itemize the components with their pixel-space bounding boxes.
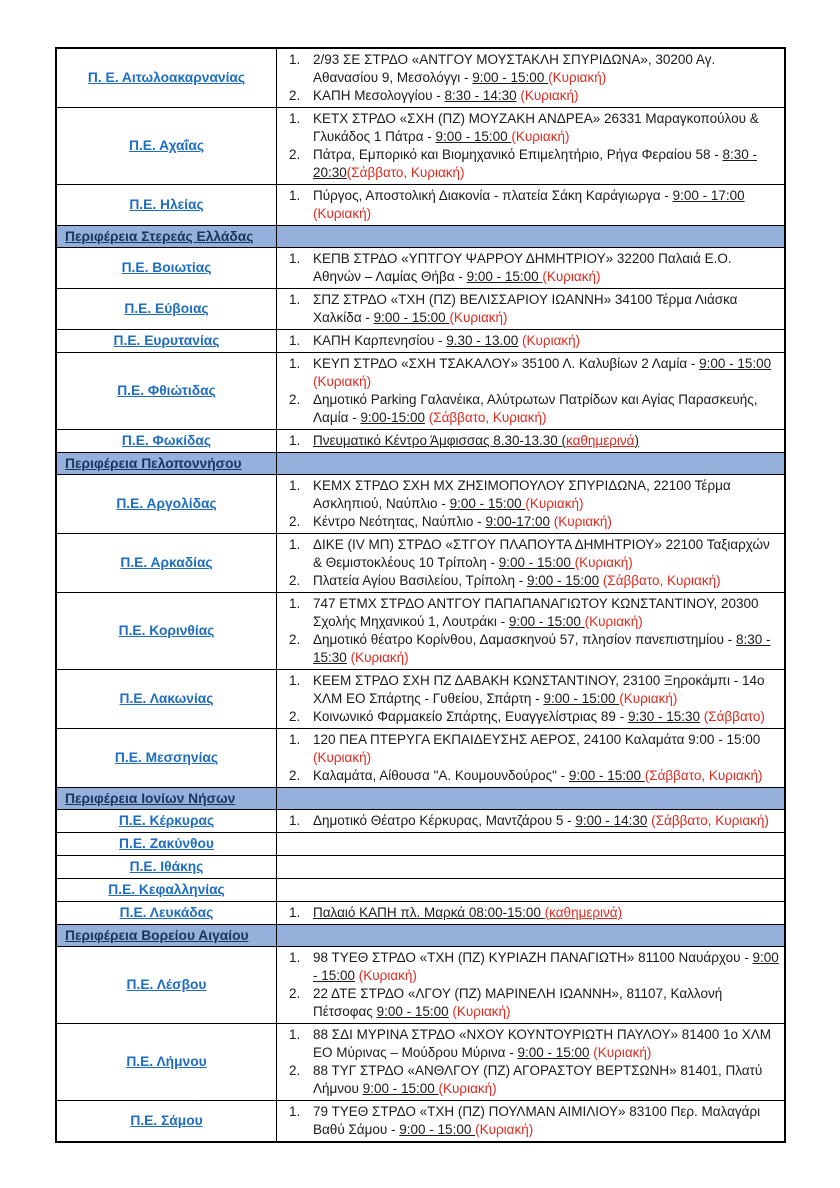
item-text (313, 949, 779, 985)
time-range: 9:00-17:00 (485, 514, 550, 529)
locations-cell (277, 108, 786, 185)
item-number: 1. (289, 537, 301, 552)
location-text: ΚΕΤΧ ΣΤΡΔΟ «ΣΧΗ (ΠΖ) ΜΟΥΖΑΚΗ ΑΝΔΡΕΑ» 26331 Μαραγκοπούλου & Γλυκάδος 1 Πάτρα - (313, 111, 759, 144)
day-note: (Κυριακή) (313, 750, 372, 765)
location-text: Δημοτικό Parking Γαλανέικα, Αλύτρωτων Πατρίδων και Αγίας Παρασκευής, Λαμία - (313, 392, 758, 425)
location-text: ΚΕΥΠ ΣΤΡΔΟ «ΣΧΗ ΤΣΑΚΑΛΟΥ» 35100 Λ. Καλυβίων 2 Λαμία - (313, 356, 700, 371)
location-text: Καλαμάτα, Αίθουσα "Α. Κουμουνδούρος" - (313, 768, 569, 783)
section-header-spacer (277, 226, 786, 248)
time-range: 9:00 - 15:00 (435, 129, 512, 144)
day-note: (Κυριακή) (574, 555, 633, 570)
location-item (277, 536, 779, 572)
table-row (56, 947, 785, 1024)
time-range: 9:00 - 14:30 (575, 813, 648, 828)
locations-cell (277, 833, 786, 856)
region-cell (56, 729, 277, 788)
locations-cell (277, 1101, 786, 1143)
item-number: 1. (289, 732, 301, 747)
table-row (56, 729, 785, 788)
table-row (56, 833, 785, 856)
location-text: 88 ΤΥΓ ΣΤΡΔΟ «ΑΝΘΛΓΟΥ (ΠΖ) ΑΓΟΡΑΣΤΟΥ ΒΕΡΤΣΩΝΗ» 81401, Πλατύ Λήμνου (313, 1063, 763, 1096)
item-text (313, 572, 779, 590)
locations-cell (277, 330, 786, 353)
item-number: 2. (289, 392, 301, 407)
location-text: ΔΙΚΕ (IV ΜΠ) ΣΤΡΔΟ «ΣΤΓΟΥ ΠΛΑΠΟΥΤΑ ΔΗΜΗΤΡΙΟΥ» 22100 Ταξιαρχών & Θεμιστοκλέους 10 Τρίπολη - (313, 537, 770, 570)
item-number: 2. (289, 573, 301, 588)
location-text: ΚΑΠΗ Μεσολογγίου - (313, 88, 445, 103)
table-row (56, 353, 785, 430)
region-cell (56, 330, 277, 353)
location-item (277, 291, 779, 327)
locations-cell (277, 430, 786, 453)
item-text (313, 1026, 779, 1062)
item-text (313, 477, 779, 513)
section-header-spacer (277, 925, 786, 947)
time-range: 9:00 - 15:00 (517, 1045, 590, 1060)
region-link[interactable]: Π. Ε. Αιτωλοακαρνανίας (87, 70, 246, 85)
location-item (277, 572, 779, 590)
time-range: 9:30 - 15:30 (627, 709, 700, 724)
locations-cell (277, 670, 786, 729)
item-text (313, 87, 779, 105)
location-text: ΚΕΜΧ ΣΤΡΔΟ ΣΧΗ ΜΧ ΖΗΣΙΜΟΠΟΥΛΟΥ ΣΠΥΡΙΔΩΝΑ, 22100 Τέρμα Ασκληπιού, Ναύπλιο - (313, 478, 731, 511)
region-cell (56, 48, 277, 108)
locations-cell (277, 248, 786, 289)
time-range: 9:00 - 15:00 (449, 496, 526, 511)
region-link[interactable]: Π.Ε. Φωκίδας (121, 433, 212, 448)
region-cell (56, 1101, 277, 1143)
item-number: 1. (289, 111, 301, 126)
time-range: 9:00 - 15:00 (527, 573, 600, 588)
day-note: (Κυριακή) (313, 374, 372, 389)
location-text: Κοινωνικό Φαρμακείο Σπάρτης, Ευαγγελίστριας 89 - (313, 709, 628, 724)
item-text (313, 187, 779, 223)
item-number: 1. (289, 596, 301, 611)
location-text: Πλατεία Αγίου Βασιλείου, Τρίπολη - (313, 573, 528, 588)
region-link[interactable]: Π.Ε. Ηλείας (129, 197, 204, 212)
region-link[interactable]: Π.Ε. Εύβοιας (124, 301, 209, 316)
region-cell (56, 289, 277, 330)
location-text: 2/93 ΣΕ ΣΤΡΔΟ «ΑΝΤΓΟΥ ΜΟΥΣΤΑΚΛΗ ΣΠΥΡΙΔΩΝΑ», 30200 Αγ. Αθανασίου 9, Μεσολόγγι - (313, 52, 716, 85)
item-number: 1. (289, 251, 301, 266)
locations-cell (277, 856, 786, 879)
locations-cell (277, 947, 786, 1024)
item-number: 1. (289, 433, 301, 448)
table-row (56, 185, 785, 226)
table-row (56, 1024, 785, 1101)
item-text (313, 1103, 779, 1139)
time-range: ) (634, 433, 639, 448)
region-cell (56, 534, 277, 593)
section-header-spacer (277, 788, 786, 810)
region-cell (56, 947, 277, 1024)
region-link[interactable]: Π.Ε. Κορινθίας (118, 623, 215, 638)
day-note: (Κυριακή) (449, 310, 508, 325)
region-cell (56, 810, 277, 833)
table-row (56, 475, 785, 534)
time-range: 9:00 - 17:00 (672, 188, 745, 203)
region-cell (56, 856, 277, 879)
location-text: ΚΕΕΜ ΣΤΡΔΟ ΣΧΗ ΠΖ ΔΑΒΑΚΗ ΚΩΝΣΤΑΝΤΙΝΟΥ, 23100 Ξηροκάμπι - 14ο ΧΛΜ ΕΟ Σπάρτης - Γυθείου, Σπάρτη - (313, 673, 765, 706)
section-header-row (56, 925, 785, 947)
item-number: 1. (289, 905, 301, 920)
table-row (56, 108, 785, 185)
item-number: 2. (289, 514, 301, 529)
item-number: 1. (289, 292, 301, 307)
day-note: (Σάββατο, Κυριακή) (428, 410, 547, 425)
region-cell (56, 475, 277, 534)
location-text: ΚΑΠΗ Καρπενησίου - (313, 333, 447, 348)
location-text: Δημοτικό θέατρο Κορίνθου, Δαμασκηνού 57, πλησίον πανεπιστημίου - (313, 632, 736, 647)
day-note: (Κυριακή) (593, 1045, 652, 1060)
locations-cell (277, 1024, 786, 1101)
item-text (313, 51, 779, 87)
location-item (277, 812, 779, 830)
region-cell (56, 353, 277, 430)
table-row (56, 1101, 785, 1143)
region-cell (56, 879, 277, 902)
table-row (56, 593, 785, 670)
section-header: Περιφέρεια Πελοποννήσου (65, 455, 242, 471)
time-range: 9:00 - 15:00 (362, 1081, 439, 1096)
section-header-row (56, 453, 785, 475)
item-text (313, 355, 779, 391)
item-text (313, 985, 779, 1021)
locations-cell (277, 729, 786, 788)
location-item (277, 391, 779, 427)
location-item (277, 949, 779, 985)
day-note: (καθημερινά) (544, 905, 623, 920)
region-link[interactable]: Π.Ε. Σάμου (130, 1113, 203, 1128)
locations-cell (277, 475, 786, 534)
region-link[interactable]: Π.Ε. Λήμνου (126, 1054, 207, 1069)
item-number: 2. (289, 709, 301, 724)
item-number: 2. (289, 768, 301, 783)
section-header: Περιφέρεια Βορείου Αιγαίου (65, 927, 249, 943)
item-number: 1. (289, 1104, 301, 1119)
locations-cell (277, 48, 786, 108)
section-header-spacer (277, 453, 786, 475)
item-number: 1. (289, 52, 301, 67)
location-text: ΣΠΖ ΣΤΡΔΟ «ΤΧΗ (ΠΖ) ΒΕΛΙΣΣΑΡΙΟΥ ΙΩΑΝΝΗ» 34100 Τέρμα Λιάσκα Χαλκίδα - (313, 292, 738, 325)
time-range: 8:30 - 15:30 (313, 632, 771, 665)
distribution-schedule-table (55, 47, 786, 1143)
time-range: Παλαιό ΚΑΠΗ πλ. Μαρκά 08:00-15:00 (313, 905, 545, 920)
day-note: (Κυριακή) (438, 1081, 497, 1096)
locations-cell (277, 534, 786, 593)
item-text (313, 812, 779, 830)
day-note: (Κυριακή) (619, 691, 678, 706)
table-row (56, 670, 785, 729)
location-item (277, 355, 779, 391)
time-range: 8:30 - 14:30 (444, 88, 517, 103)
region-link[interactable]: Π.Ε. Φθιώτιδας (117, 383, 216, 398)
item-text (313, 767, 779, 785)
time-range: 9:00 - 15:00 (373, 310, 450, 325)
day-note: (Σάββατο, Κυριακή) (651, 813, 769, 828)
section-header-row (56, 788, 785, 810)
day-note: (Κυριακή) (520, 88, 579, 103)
item-number: 2. (289, 147, 301, 162)
location-item (277, 477, 779, 513)
section-header-cell (56, 226, 277, 248)
location-text: 79 ΤΥΕΘ ΣΤΡΔΟ «ΤΧΗ (ΠΖ) ΠΟΥΛΜΑΝ ΑΙΜΙΛΙΟΥ» 83100 Περ. Μαλαγάρι Βαθύ Σάμου - (313, 1104, 761, 1137)
table-row (56, 856, 785, 879)
locations-cell (277, 810, 786, 833)
table-row (56, 810, 785, 833)
day-note: (Σάββατο, Κυριακή) (602, 573, 721, 588)
item-text (313, 432, 779, 450)
item-text (313, 146, 779, 182)
item-number: 1. (289, 356, 301, 371)
table-row (56, 879, 785, 902)
location-item (277, 110, 779, 146)
location-text: 88 ΣΔΙ ΜΥΡΙΝΑ ΣΤΡΔΟ «ΝΧΟΥ ΚΟΥΝΤΟΥΡΙΩΤΗ ΠΑΥΛΟΥ» 81400 1ο ΧΛΜ ΕΟ Μύρινας – Μούδρου Μύρινα - (313, 1027, 772, 1060)
day-note: (Κυριακή) (525, 496, 584, 511)
region-link[interactable]: Π.Ε. Λευκάδας (119, 905, 214, 920)
region-link[interactable]: Π.Ε. Λακωνίας (119, 691, 214, 706)
day-note: καθημερινά (566, 433, 635, 448)
item-text (313, 332, 779, 350)
location-text: 747 ΕΤΜΧ ΣΤΡΔΟ ΑΝΤΓΟΥ ΠΑΠΑΠΑΝΑΓΙΩΤΟΥ ΚΩΝΣΤΑΝΤΙΝΟΥ, 20300 Σχολής Μηχανικού 1, Λουτράκι - (313, 596, 759, 629)
item-text (313, 708, 779, 726)
region-cell (56, 185, 277, 226)
item-text (313, 904, 779, 922)
time-range: 9:00 - 15:00 (399, 1122, 476, 1137)
region-link[interactable]: Π.Ε. Αχαΐας (128, 138, 205, 153)
time-range: 9:00-15:00 (360, 410, 425, 425)
location-item (277, 985, 779, 1021)
section-header: Περιφέρεια Ιονίων Νήσων (65, 790, 236, 806)
item-number: 1. (289, 478, 301, 493)
location-item (277, 631, 779, 667)
region-link[interactable]: Π.Ε. Βοιωτίας (121, 260, 212, 275)
item-text (313, 536, 779, 572)
item-text (313, 595, 779, 631)
item-text (313, 631, 779, 667)
location-item (277, 513, 779, 531)
location-text: ΚΕΠΒ ΣΤΡΔΟ «ΥΠΤΓΟΥ ΨΑΡΡΟΥ ΔΗΜΗΤΡΙΟΥ» 32200 Παλαιά Ε.Ο. Αθηνών – Λαμίας Θήβα - (313, 251, 732, 284)
day-note: (Σάββατο) (703, 709, 765, 724)
section-header-cell (56, 925, 277, 947)
locations-cell (277, 593, 786, 670)
location-text: 98 ΤΥΕΘ ΣΤΡΔΟ «ΤΧΗ (ΠΖ) ΚΥΡΙΑΖΗ ΠΑΝΑΓΙΩΤΗ» 81100 Ναυάρχου - (313, 950, 753, 965)
region-link[interactable]: Π.Ε. Ευρυτανίας (113, 333, 220, 348)
item-number: 1. (289, 950, 301, 965)
location-text: Πύργος, Αποστολική Διακονία - πλατεία Σάκη Καράγιωργα - (313, 188, 673, 203)
region-link[interactable]: Π.Ε. Λέσβου (126, 977, 207, 992)
region-link[interactable]: Π.Ε. Αρκαδίας (120, 555, 213, 570)
item-number: 1. (289, 673, 301, 688)
location-item (277, 146, 779, 182)
item-number: 1. (289, 813, 301, 828)
table-row (56, 430, 785, 453)
location-item (277, 708, 779, 726)
table-row (56, 289, 785, 330)
time-range: 9:00 - 15:00 (376, 1004, 449, 1019)
time-range: 8:30 - 20:30 (313, 147, 758, 180)
item-text (313, 250, 779, 286)
day-note: (Κυριακή) (358, 968, 417, 983)
region-cell (56, 108, 277, 185)
day-note: (Κυριακή) (350, 650, 409, 665)
region-link[interactable]: Π.Ε. Κέρκυρας (118, 813, 215, 828)
item-text (313, 391, 779, 427)
day-note: (Κυριακή) (542, 269, 601, 284)
location-item (277, 1062, 779, 1098)
region-link[interactable]: Π.Ε. Κεφαλληνίας (108, 882, 225, 897)
location-item (277, 904, 779, 922)
item-text (313, 672, 779, 708)
section-header-row (56, 226, 785, 248)
item-text (313, 110, 779, 146)
location-item (277, 250, 779, 286)
location-text: Δημοτικό Θέατρο Κέρκυρας, Μαντζάρου 5 - (313, 813, 576, 828)
day-note: (Κυριακή) (553, 514, 612, 529)
location-item (277, 87, 779, 105)
location-text: Κέντρο Νεότητας, Ναύπλιο - (313, 514, 486, 529)
location-text: 120 ΠΕΑ ΠΤΕΡΥΓΑ ΕΚΠΑΙΔΕΥΣΗΣ ΑΕΡΟΣ, 24100 Καλαμάτα 9:00 - 15:00 (313, 732, 761, 747)
item-text (313, 1062, 779, 1098)
region-cell (56, 833, 277, 856)
item-number: 2. (289, 632, 301, 647)
region-cell (56, 430, 277, 453)
locations-cell (277, 185, 786, 226)
item-number: 1. (289, 1027, 301, 1042)
time-range: 9:00 - 15:00 (699, 356, 772, 371)
region-cell (56, 248, 277, 289)
time-range: 9:00 - 15:00 (466, 269, 543, 284)
table-row (56, 902, 785, 925)
time-range: Πνευματικό Κέντρο Άμφισσας 8.30-13.30 ( (313, 433, 567, 448)
day-note: (Κυριακή) (313, 206, 372, 221)
region-cell (56, 593, 277, 670)
day-note: (Κυριακή) (475, 1122, 534, 1137)
location-item (277, 731, 779, 767)
location-item (277, 187, 779, 223)
time-range: 9:00 - 15:00 (543, 691, 620, 706)
day-note: (Κυριακή) (548, 70, 607, 85)
locations-cell (277, 902, 786, 925)
item-number: 2. (289, 88, 301, 103)
item-text (313, 513, 779, 531)
region-cell (56, 902, 277, 925)
region-link[interactable]: Π.Ε. Αργολίδας (116, 496, 217, 511)
locations-cell (277, 289, 786, 330)
location-item (277, 1103, 779, 1139)
item-number: 1. (289, 188, 301, 203)
day-note: (Σάββατο, Κυριακή) (346, 165, 465, 180)
day-note: (Σάββατο, Κυριακή) (644, 768, 763, 783)
item-number: 1. (289, 333, 301, 348)
item-number: 2. (289, 986, 301, 1001)
location-text: Πάτρα, Εμπορικό και Βιομηχανικό Επιμελητήριο, Ρήγα Φεραίου 58 - (313, 147, 723, 162)
region-link[interactable]: Π.Ε. Ζακύνθου (119, 836, 214, 851)
location-item (277, 1026, 779, 1062)
region-link[interactable]: Π.Ε. Μεσσηνίας (114, 750, 219, 765)
table-row (56, 248, 785, 289)
section-header: Περιφέρεια Στερεάς Ελλάδας (65, 228, 254, 244)
day-note: (Κυριακή) (584, 614, 643, 629)
locations-cell (277, 879, 786, 902)
time-range: 9:00 - 15:00 (472, 70, 549, 85)
region-cell (56, 670, 277, 729)
location-item (277, 595, 779, 631)
time-range: 9:00 - 15:00 (568, 768, 645, 783)
location-item (277, 432, 779, 450)
item-text (313, 291, 779, 327)
location-item (277, 767, 779, 785)
day-note: (Κυριακή) (452, 1004, 511, 1019)
region-link[interactable]: Π.Ε. Ιθάκης (129, 859, 204, 874)
section-header-cell (56, 453, 277, 475)
time-range: 9:00 - 15:00 (508, 614, 585, 629)
item-text (313, 731, 779, 767)
location-item (277, 51, 779, 87)
day-note: (Κυριακή) (522, 333, 581, 348)
day-note: (Κυριακή) (511, 129, 570, 144)
section-header-cell (56, 788, 277, 810)
table-row (56, 330, 785, 353)
location-item (277, 672, 779, 708)
region-cell (56, 1024, 277, 1101)
time-range: 9:00 - 15:00 (313, 950, 779, 983)
time-range: 9.30 - 13.00 (446, 333, 519, 348)
table-row (56, 48, 785, 108)
location-item (277, 332, 779, 350)
table-row (56, 534, 785, 593)
location-text: 22 ΔΤΕ ΣΤΡΔΟ «ΛΓΟΥ (ΠΖ) ΜΑΡΙΝΕΛΗ ΙΩΑΝΝΗ», 81107, Καλλονή Πέτσοφας (313, 986, 723, 1019)
item-number: 2. (289, 1063, 301, 1078)
locations-cell (277, 353, 786, 430)
time-range: 9:00 - 15:00 (498, 555, 575, 570)
